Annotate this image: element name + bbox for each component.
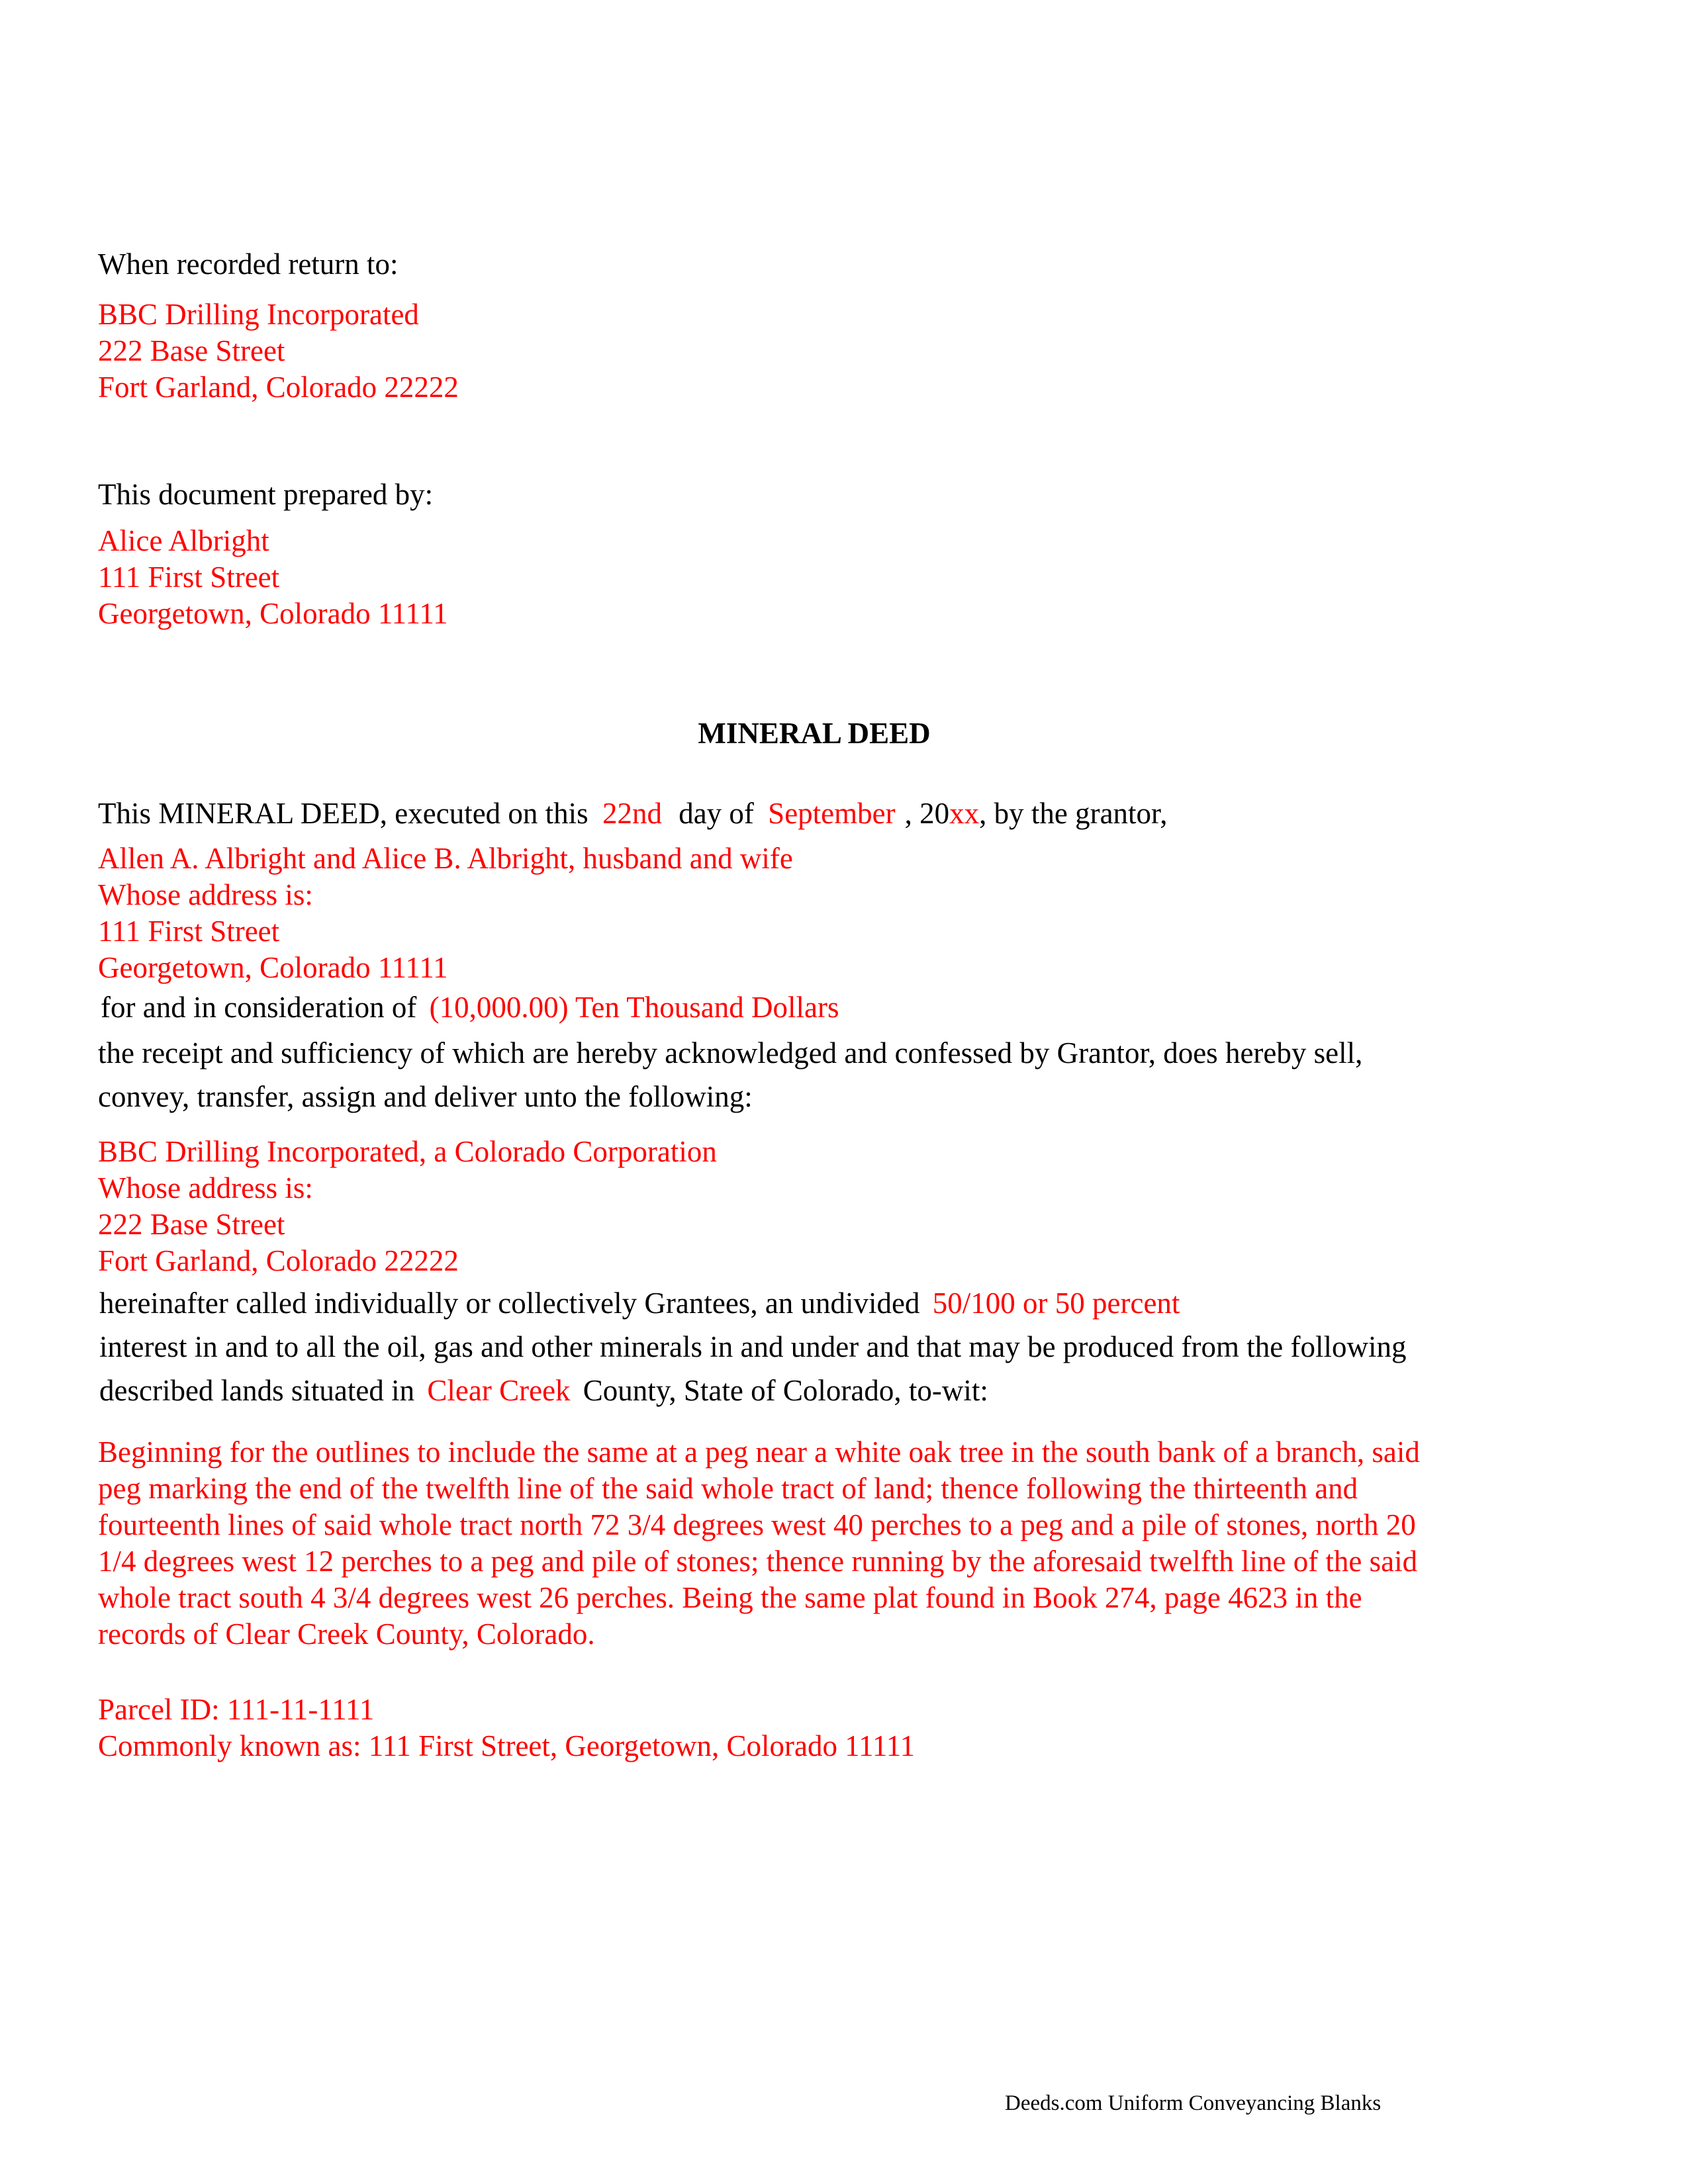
commonly-known-as: Commonly known as: 111 First Street, Georgetown, Colorado 11111 <box>98 1729 915 1762</box>
prepared-by-heading <box>98 477 433 513</box>
consideration-line <box>101 989 839 1026</box>
interest-amount: 50/100 or 50 percent <box>932 1287 1180 1320</box>
legal-description-line: Beginning for the outlines to include the same at a peg near a white oak tree in the south bank of a branch, said <box>98 1435 1420 1469</box>
interest-label: hereinafter called individually or collectively Grantees, an undivided <box>99 1287 920 1320</box>
grantor-line: Georgetown, Colorado 11111 <box>98 951 448 984</box>
legal-description-line: fourteenth lines of said whole tract north 72 3/4 degrees west 40 perches to a peg and a pile of stones, north 20 <box>98 1508 1416 1541</box>
legal-description-line: 1/4 degrees west 12 perches to a peg and pile of stones; thence running by the aforesaid twelfth line of the said <box>98 1545 1418 1578</box>
prepared-by-line: 111 First Street <box>98 561 280 594</box>
interest-location-prefix: described lands situated in <box>99 1374 415 1407</box>
consideration-text-line: convey, transfer, assign and deliver unto the following: <box>98 1080 753 1113</box>
prepared-by-address <box>98 523 448 632</box>
consideration-text <box>98 1031 1581 1118</box>
legal-description-line: whole tract south 4 3/4 degrees west 26 perches. Being the same plat found in Book 274, page 4623 in the <box>98 1581 1362 1614</box>
footer-text: Deeds.com Uniform Conveyancing Blanks <box>1005 2091 1382 2115</box>
execution-month: September <box>768 797 896 830</box>
document-title: MINERAL DEED <box>698 717 931 750</box>
legal-description <box>98 1434 1420 1653</box>
return-to-heading <box>98 246 399 283</box>
execution-year-suffix: xx <box>949 797 980 830</box>
execution-day: 22nd <box>602 797 662 830</box>
consideration-text-line: the receipt and sufficiency of which are hereby acknowledged and confessed by Grantor, does hereby sell, <box>98 1036 1363 1069</box>
return-to-line: 222 Base Street <box>98 334 285 367</box>
prepared-by-label: This document prepared by: <box>98 478 434 511</box>
execution-by-grantor: , by the grantor, <box>979 797 1168 830</box>
return-to-label: When recorded return to: <box>98 248 399 281</box>
execution-intro: This MINERAL DEED, executed on this <box>98 797 588 830</box>
grantee-line: BBC Drilling Incorporated, a Colorado Corporation <box>98 1135 717 1168</box>
grantor-line: Allen A. Albright and Alice B. Albright, husband and wife <box>98 842 793 875</box>
interest-location-suffix: County, State of Colorado, to-wit: <box>583 1374 988 1407</box>
legal-description-line: records of Clear Creek County, Colorado. <box>98 1617 595 1651</box>
return-to-line: Fort Garland, Colorado 22222 <box>98 371 459 404</box>
return-to-address <box>98 296 459 406</box>
interest-line-3 <box>99 1369 1582 1412</box>
interest-line-1 <box>99 1281 1582 1325</box>
grantee-line: Whose address is: <box>98 1171 313 1205</box>
consideration-amount: (10,000.00) Ten Thousand Dollars <box>429 991 839 1024</box>
legal-description-line: peg marking the end of the twelfth line of the said whole tract of land; thence following the thirteenth and <box>98 1472 1358 1505</box>
interest-text <box>99 1281 1582 1412</box>
grantee-block <box>98 1134 717 1279</box>
execution-line <box>98 796 1167 832</box>
consideration-label: for and in consideration of <box>101 991 417 1024</box>
prepared-by-line: Alice Albright <box>98 524 269 557</box>
execution-year-prefix: , 20 <box>904 797 950 830</box>
interest-county: Clear Creek <box>427 1374 571 1407</box>
grantee-line: 222 Base Street <box>98 1208 285 1241</box>
execution-day-of: day of <box>679 797 754 830</box>
parcel-info <box>98 1692 915 1764</box>
grantee-line: Fort Garland, Colorado 22222 <box>98 1244 459 1277</box>
prepared-by-line: Georgetown, Colorado 11111 <box>98 597 448 630</box>
return-to-line: BBC Drilling Incorporated <box>98 298 419 331</box>
parcel-id: Parcel ID: 111-11-1111 <box>98 1693 375 1726</box>
interest-line-2: interest in and to all the oil, gas and other minerals in and under and that may be produced from the following <box>99 1330 1407 1363</box>
grantor-line: 111 First Street <box>98 915 280 948</box>
grantor-line: Whose address is: <box>98 878 313 911</box>
grantor-block <box>98 841 793 986</box>
